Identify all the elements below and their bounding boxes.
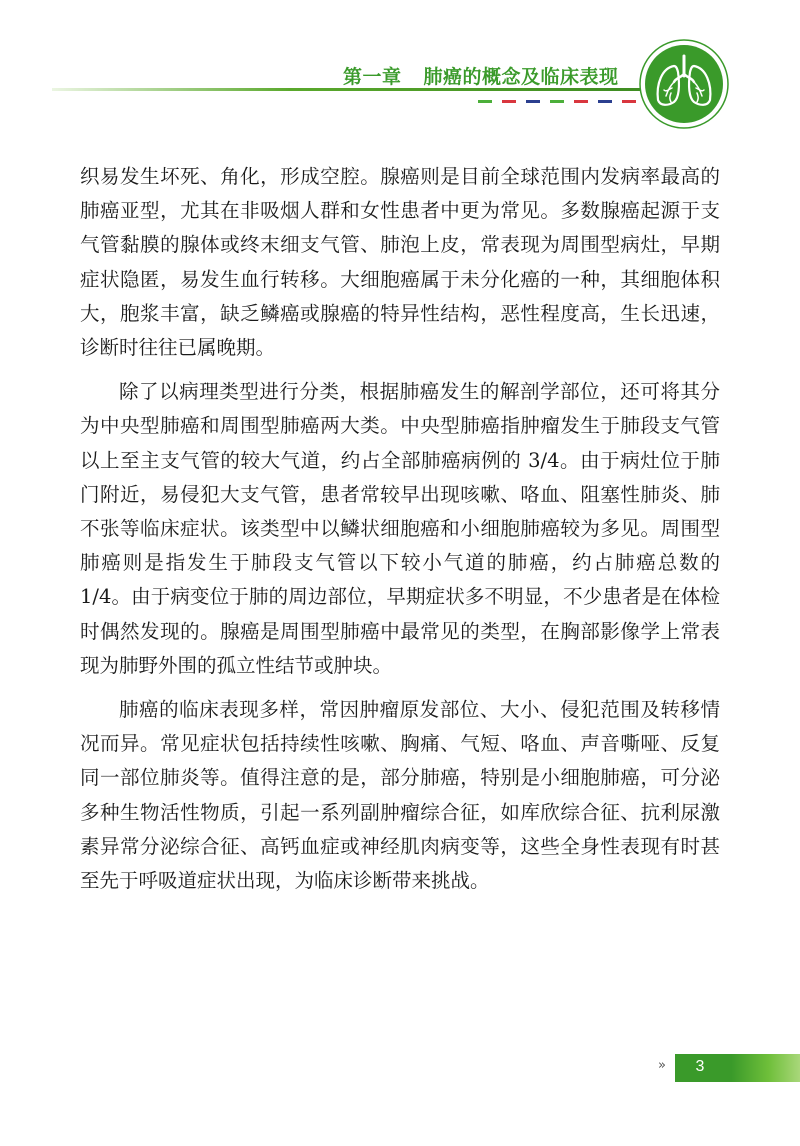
header-dash [598, 100, 612, 103]
chapter-number: 第一章 [343, 66, 402, 88]
header-rule [52, 88, 647, 91]
header-dash [550, 100, 564, 103]
header-dash [622, 100, 636, 103]
lungs-icon [638, 38, 730, 130]
header-dash [502, 100, 516, 103]
chapter-title: 肺癌的概念及临床表现 [423, 66, 619, 88]
paragraph: 织易发生坏死、角化，形成空腔。腺癌则是目前全球范围内发病率最高的肺癌亚型，尤其在非吸烟人群和女性患者中更为常见。多数腺癌起源于支气管黏膜的腺体或终末细支气管、肺泡上皮，常表现为周围型病灶，早期症状隐匿，易发生血行转移。大细胞癌属于未分化癌的一种，其细胞体积大，胞浆丰富，缺乏鳞癌或腺癌的特异性结构，恶性程度高，生长迅速，诊断时往往已属晚期。 [80, 165, 720, 360]
paragraph: 除了以病理类型进行分类，根据肺癌发生的解剖学部位，还可将其分为中央型肺癌和周围型肺癌两大类。中央型肺癌指肿瘤发生于肺段支气管以上至主支气管的较大气道，约占全部肺癌病例的 3/4。由于病灶位于肺门附近，易侵犯大支气管，患者常较早出现咳嗽、咯血、阻塞性肺炎、肺不张等临床症状。该类型中以鳞状细胞癌和小细胞肺癌较为多见。周围型肺癌则是指发生于肺段支气管以下较小气道的肺癌，约占肺癌总数的 1/4。由于病变位于肺的周边部位，早期症状多不明显，不少患者是在体检时偶然发现的。腺癌是周围型肺癌中最常见的类型，在胸部影像学上常表现为肺野外围的孤立性结节或肿块。 [80, 380, 720, 677]
body-text [80, 160, 720, 908]
paragraph: 肺癌的临床表现多样，常因肿瘤原发部位、大小、侵犯范围及转移情况而异。常见症状包括持续性咳嗽、胸痛、气短、咯血、声音嘶哑、反复同一部位肺炎等。值得注意的是，部分肺癌，特别是小细胞肺癌，可分泌多种生物活性物质，引起一系列副肿瘤综合征，如库欣综合征、抗利尿激素异常分泌综合征、高钙血症或神经肌肉病变等，这些全身性表现有时甚至先于呼吸道症状出现，为临床诊断带来挑战。 [80, 698, 720, 893]
header-dash [478, 100, 492, 103]
page-number: 3 [695, 1058, 705, 1075]
header-dash [526, 100, 540, 103]
chevron-right-icon: » [658, 1058, 666, 1073]
header-dash [574, 100, 588, 103]
chapter-heading [343, 62, 619, 89]
